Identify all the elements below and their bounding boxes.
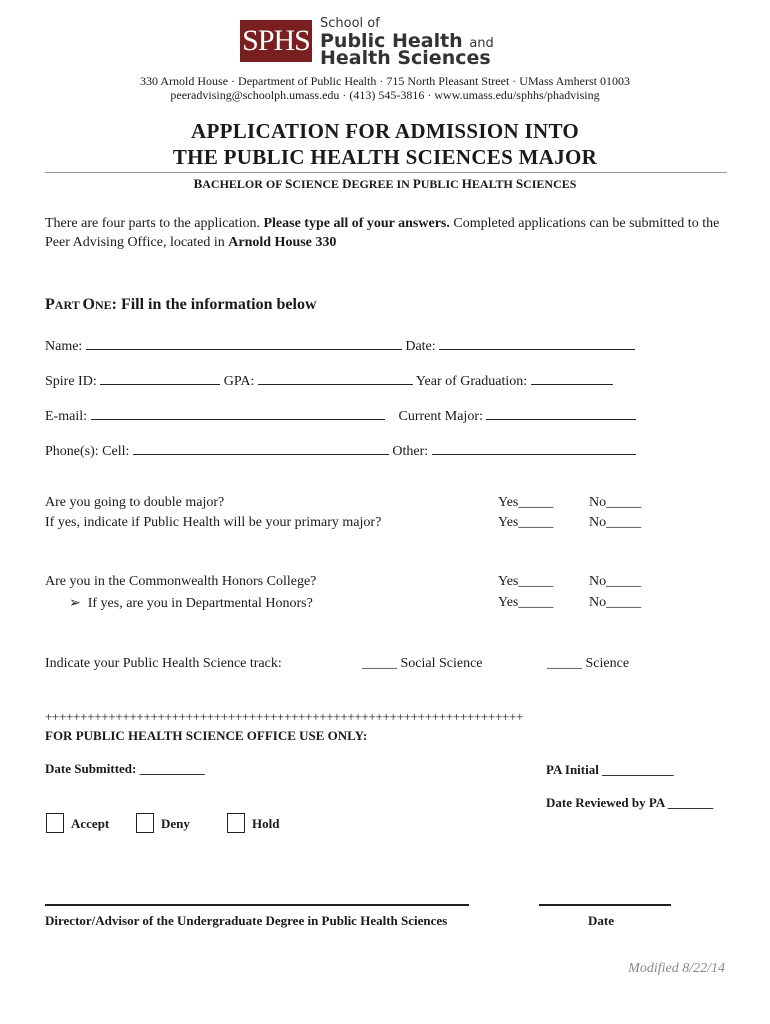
other-phone-label: Other:: [392, 444, 429, 459]
director-signature-line[interactable]: [45, 904, 469, 906]
spire-input-line[interactable]: [100, 370, 220, 385]
name-label: Name:: [45, 339, 83, 354]
subtitle-small: CIENCE: [292, 177, 343, 191]
logo-and: and: [469, 36, 494, 51]
grad-year-input-line[interactable]: [531, 370, 613, 385]
deny-checkbox[interactable]: [136, 813, 154, 833]
email-input-line[interactable]: [91, 405, 385, 420]
subtitle-small: ACHELOR OF: [202, 177, 286, 191]
gpa-label: GPA:: [223, 374, 255, 389]
double-major-yes[interactable]: Yes_____: [498, 495, 554, 510]
subtitle-small: EGREE IN: [351, 177, 413, 191]
logo-health-sciences: Health Sciences: [320, 47, 491, 69]
logo-school-of: School of: [320, 16, 380, 31]
intro-bold-2: Arnold House 330: [228, 235, 337, 250]
honors-college-yes[interactable]: Yes_____: [498, 574, 554, 589]
current-major-label: Current Major:: [398, 409, 483, 424]
part-small: NE: [94, 298, 112, 312]
subtitle-small: CIENCES: [523, 177, 577, 191]
subtitle-cap: P: [412, 176, 421, 191]
subtitle-small: EALTH: [471, 177, 516, 191]
phone-cell-label: Phone(s): Cell:: [45, 444, 130, 459]
track-question: Indicate your Public Health Science track:: [45, 656, 282, 671]
signature-date-label: Date: [588, 913, 614, 928]
hold-checkbox[interactable]: [227, 813, 245, 833]
deny-label: Deny: [161, 816, 190, 831]
departmental-honors-no[interactable]: No_____: [589, 595, 642, 610]
current-major-input-line[interactable]: [486, 405, 636, 420]
pa-initial-field[interactable]: PA Initial ___________: [546, 762, 674, 777]
page-title-line-1: APPLICATION FOR ADMISSION INTO: [190, 119, 580, 143]
date-signature-line[interactable]: [539, 904, 671, 906]
primary-major-no[interactable]: No_____: [589, 515, 642, 530]
part-cap: P: [45, 296, 55, 313]
logo-public-health-text: Public Health: [320, 30, 463, 52]
date-input-line[interactable]: [439, 335, 635, 350]
double-major-question: Are you going to double major?: [45, 495, 225, 510]
part-small: ART: [54, 298, 83, 312]
accept-checkbox[interactable]: [46, 813, 64, 833]
name-field: [45, 335, 635, 355]
intro-paragraph: [45, 214, 725, 252]
double-major-no[interactable]: No_____: [589, 495, 642, 510]
phone-cell-input-line[interactable]: [133, 440, 389, 455]
other-phone-input-line[interactable]: [432, 440, 636, 455]
gpa-input-line[interactable]: [258, 370, 413, 385]
director-signature-label: Director/Advisor of the Undergraduate Degree in Public Health Sciences: [45, 913, 448, 928]
office-use-heading: FOR PUBLIC HEALTH SCIENCE OFFICE USE ONLY:: [45, 728, 368, 743]
email-row: [45, 405, 636, 425]
accept-label: Accept: [71, 816, 110, 831]
subtitle-cap: H: [461, 176, 472, 191]
name-input-line[interactable]: [86, 335, 402, 350]
intro-text-1: There are four parts to the application.: [45, 216, 264, 231]
address-line-1: 330 Arnold House · Department of Public Health · 715 North Pleasant Street · UMass Amherst 01003: [140, 74, 630, 88]
track-science-option[interactable]: _____ Science: [547, 656, 630, 671]
date-submitted-field[interactable]: Date Submitted: __________: [45, 761, 205, 776]
part-one-heading: [45, 296, 317, 314]
intro-text-2: Completed applications can be submitted to the Peer Advising Office, located in: [45, 216, 720, 250]
departmental-honors-yes[interactable]: Yes_____: [498, 595, 554, 610]
address-line-2: peeradvising@schoolph.umass.edu · (413) 545-3816 · www.umass.edu/sphhs/phadvising: [170, 88, 600, 102]
part-rest: : Fill in the information below: [111, 296, 317, 313]
email-label: E-mail:: [45, 409, 87, 424]
hold-label: Hold: [252, 816, 280, 831]
part-cap: O: [82, 296, 95, 313]
subtitle-cap: D: [342, 176, 352, 191]
phone-row: [45, 440, 636, 460]
sphs-logo: SPHS: [240, 20, 312, 62]
date-reviewed-field[interactable]: Date Reviewed by PA _______: [546, 795, 714, 810]
subtitle-cap: S: [515, 176, 524, 191]
departmental-honors-question: [69, 595, 313, 612]
subtitle-small: UBLIC: [420, 177, 462, 191]
page-title-line-2: THE PUBLIC HEALTH SCIENCES MAJOR: [172, 145, 598, 169]
degree-subtitle: [0, 176, 770, 192]
primary-major-yes[interactable]: Yes_____: [498, 515, 554, 530]
title-rule: [45, 172, 727, 173]
grad-year-label: Year of Graduation:: [415, 374, 528, 389]
departmental-honors-text: If yes, are you in Departmental Honors?: [87, 596, 313, 611]
spire-row: [45, 370, 613, 390]
honors-college-no[interactable]: No_____: [589, 574, 642, 589]
subtitle-cap: S: [285, 176, 293, 191]
arrow-bullet-icon: ➢: [69, 596, 81, 611]
modified-date: Modified 8/22/14: [628, 961, 725, 976]
intro-bold-1: Please type all of your answers.: [263, 216, 450, 231]
plus-divider: ++++++++++++++++++++++++++++++++++++++++++++++++++++++++++++++++++++: [45, 709, 524, 724]
date-label: Date:: [405, 339, 436, 354]
subtitle-cap: B: [193, 176, 203, 191]
track-social-science-option[interactable]: _____ Social Science: [362, 656, 483, 671]
honors-college-question: Are you in the Commonwealth Honors College?: [45, 574, 317, 589]
primary-major-question: If yes, indicate if Public Health will be your primary major?: [45, 515, 382, 530]
spire-label: Spire ID:: [45, 374, 97, 389]
